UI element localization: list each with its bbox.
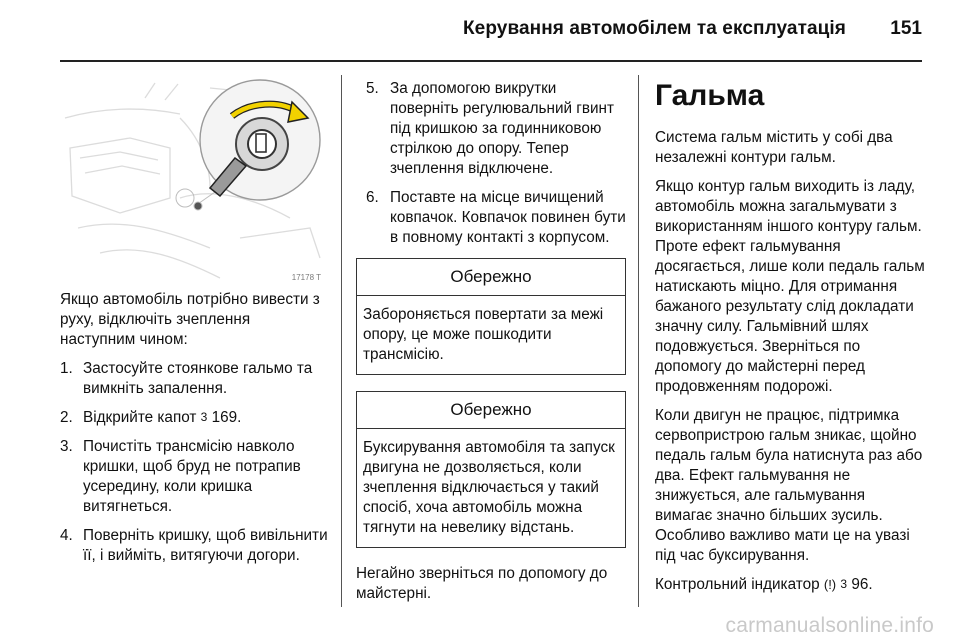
column-divider-2 — [638, 75, 639, 607]
warning-text: Буксирування автомобіля та запуск двигуна не дозволяється, коли зчеплення відключається у такий спосіб, хоча автомобіль можна тягнути на невелику відстань. — [363, 439, 615, 536]
clutch-cover-illustration — [60, 78, 324, 284]
intro-text: Якщо автомобіль потрібно вивести з руху, відключіть зчеплення наступним чином: — [60, 291, 320, 348]
page-reference: 96. — [851, 576, 873, 593]
paragraph: Якщо контур гальм виходить із ладу, автомобіль можна загальмувати з використанням іншого контуру гальм. Проте ефект гальмування досягається, лише коли педаль гальм натискають міцно. Для отримання бажаного результату слід докладати значну силу. Гальмівний шлях подовжується. Зверніться по допомогу до майстерні перед продовженням подорожі. — [655, 178, 925, 395]
list-item: 3. Почистіть трансмісію навколо кришки, щоб бруд не потрапив усередину, коли кришка витягнеться. — [60, 438, 301, 515]
engine-bay-drawing — [60, 78, 324, 284]
paragraph: Коли двигун не працює, підтримка сервопристрою гальм зникає, щойно педаль гальм була натиснута раз або два. Ефект гальмування не знижується, але гальмування вимагає значно більших зусиль. Особливо важливо мати це на увазі під час буксирування. — [655, 407, 923, 564]
list-item: 5. За допомогою викрутки поверніть регулювальний гвинт під кришкою за годинниковою стрілкою до опору. Тепер зчеплення відключене. — [366, 80, 614, 177]
workshop-note: Негайно зверніться по допомогу до майстерні. — [356, 565, 608, 602]
list-item: 6. Поставте на місце вичищений ковпачок. Ковпачок повинен бути в повному контакті з корпусом. — [366, 189, 626, 246]
column-1 — [60, 290, 328, 575]
paragraph: Система гальм містить у собі два незалежні контури гальм. — [655, 129, 893, 166]
page-number: 151 — [890, 18, 922, 39]
column-divider-1 — [341, 75, 342, 607]
page-reference: 169. — [211, 409, 242, 426]
list-item: 4. Поверніть кришку, щоб вивільнити її, і вийміть, витягуючи догори. — [60, 527, 328, 564]
warning-title: Обережно — [357, 259, 625, 296]
section-heading: Гальма — [655, 79, 765, 112]
steps-list-2 — [366, 79, 626, 248]
indicator-line: Контрольний індикатор (!) 3 96. — [655, 576, 873, 593]
watermark: carmanualsonline.info — [725, 614, 934, 637]
warning-box — [356, 391, 626, 548]
reference-arrow-icon: 3 — [200, 410, 208, 424]
list-item: 2. Відкрийте капот 3 169. — [60, 409, 242, 426]
steps-list-1 — [60, 359, 328, 566]
page-header — [60, 0, 922, 62]
header-title: Керування автомобілем та експлуатація — [462, 18, 846, 39]
reference-arrow-icon: 3 — [840, 577, 848, 591]
warning-box — [356, 258, 626, 375]
brake-warning-icon: (!) — [823, 577, 837, 592]
warning-title: Обережно — [357, 392, 625, 429]
figure-label: 17178 T — [291, 273, 321, 282]
column-3 — [655, 78, 925, 604]
column-2 — [356, 79, 626, 613]
warning-text: Забороняється повертати за межі опору, це може пошкодити трансмісію. — [363, 306, 604, 363]
list-item: 1. Застосуйте стоянкове гальмо та вимкніть запалення. — [60, 360, 313, 397]
